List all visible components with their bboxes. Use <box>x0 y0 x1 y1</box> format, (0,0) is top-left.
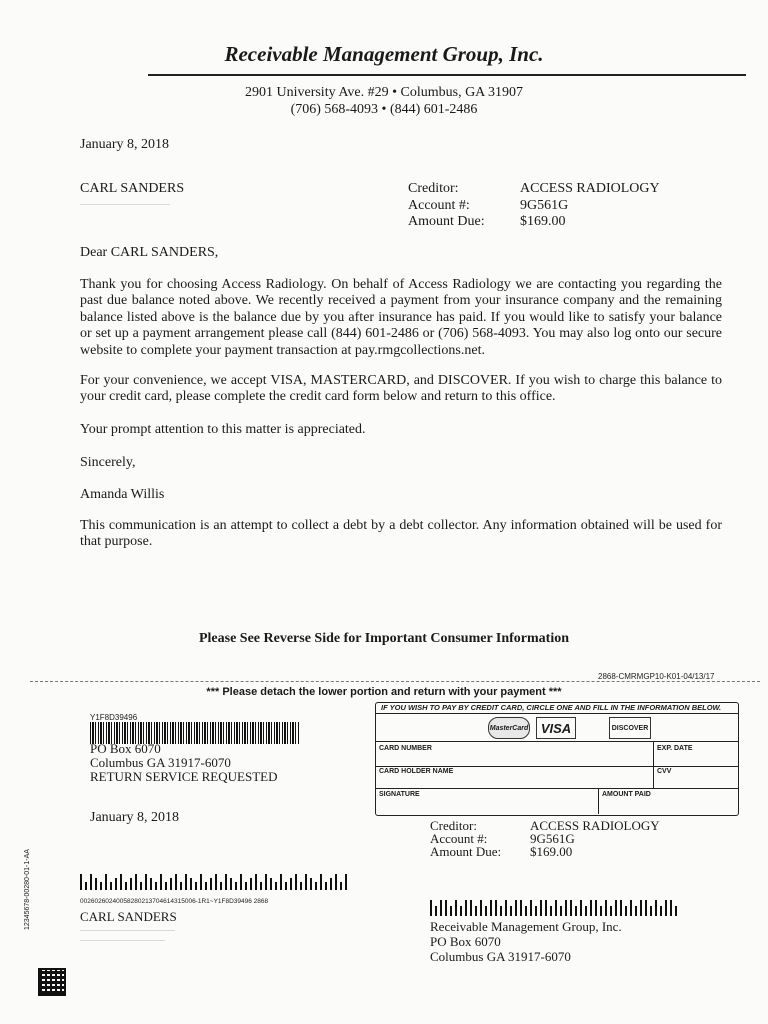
remit-address <box>430 919 622 964</box>
address-line-2: (706) 568-4093 • (844) 601-2486 <box>290 102 478 117</box>
cvv-label: CVV <box>657 768 672 775</box>
return-line-3: RETURN SERVICE REQUESTED <box>90 769 278 784</box>
postal-barcode-right <box>430 900 677 916</box>
coupon-date: January 8, 2018 <box>90 810 180 825</box>
letter-recipient: CARL SANDERS <box>80 181 185 196</box>
exp-divider <box>653 742 654 766</box>
coupon-recipient: CARL SANDERS <box>80 909 177 924</box>
letterhead-rule <box>148 74 746 76</box>
account-value: 9G561G <box>520 197 569 213</box>
card-holder-row <box>376 765 738 789</box>
amount-value: $169.00 <box>520 214 566 229</box>
paragraph-1: Thank you for choosing Access Radiology. On behalf of Access Radiology we are contacting you regarding the past due balance noted above. We recently received a payment from your insurance company and the remaining balance listed above is the balance due by you after insurance has paid. If you would like to satisfy your balance or set up a payment arrangement please call (844) 601-2486 or (706) 568-4093. You may also log onto our secure website to complete your payment transaction at pay.rmgcollections.net. <box>80 277 722 358</box>
credit-card-form <box>375 702 739 816</box>
signature-row <box>376 788 738 814</box>
company-name: Receivable Management Group, Inc. <box>224 42 544 66</box>
account-label: Account #: <box>408 197 470 213</box>
coupon-creditor-value: ACCESS RADIOLOGY <box>530 818 660 833</box>
creditor-label: Creditor: <box>408 181 459 196</box>
barcode-id: Y1F8D39496 <box>90 713 138 722</box>
address-line-1: 2901 University Ave. #29 • Columbus, GA 31907 <box>244 85 524 100</box>
coupon-account-label: Account #: <box>430 831 488 846</box>
remit-line-1: PO Box 6070 <box>430 934 501 949</box>
coupon-summary-labels <box>430 819 501 858</box>
remit-name: Receivable Management Group, Inc. <box>430 919 622 934</box>
disclaimer: This communication is an attempt to collect a debt by a debt collector. Any information obtained will be used for that purpose. <box>80 518 722 550</box>
card-form-header: IF YOU WISH TO PAY BY CREDIT CARD, CIRCLE ONE AND FILL IN THE INFORMATION BELOW. <box>376 703 738 714</box>
account-summary-labels <box>408 181 485 231</box>
amount-paid-label: AMOUNT PAID <box>602 791 651 798</box>
mastercard-logo[interactable]: MasterCard <box>488 717 530 739</box>
side-code: 12345678-00280-01-1-AA <box>24 849 31 930</box>
reverse-side-notice: Please See Reverse Side for Important Consumer Information <box>198 631 570 646</box>
coupon-amount-label: Amount Due: <box>430 844 502 859</box>
salutation: Dear CARL SANDERS, <box>80 245 219 260</box>
postal-barcode-left <box>80 874 347 890</box>
return-address <box>90 742 277 784</box>
amount-label: Amount Due: <box>408 214 485 229</box>
creditor-value: ACCESS RADIOLOGY <box>520 181 660 196</box>
card-holder-label: CARD HOLDER NAME <box>379 768 454 775</box>
visa-logo[interactable]: VISA <box>536 717 576 739</box>
coupon-amount-value: $169.00 <box>530 844 573 859</box>
card-number-row <box>376 741 738 767</box>
paragraph-2: For your convenience, we accept VISA, MASTERCARD, and DISCOVER. If you wish to charge this balance to your credit card, please complete the credit card form below and return to this office. <box>80 373 722 405</box>
paragraph-3: Your prompt attention to this matter is appreciated. <box>80 422 366 437</box>
coupon-creditor-label: Creditor: <box>430 818 477 833</box>
return-line-2: Columbus GA 31917-6070 <box>90 755 231 770</box>
coupon-account-value: 9G561G <box>530 831 575 846</box>
card-number-label: CARD NUMBER <box>379 745 432 752</box>
redacted-coupon-address <box>80 930 175 931</box>
return-line-1: PO Box 6070 <box>90 741 161 756</box>
cvv-divider <box>653 765 654 788</box>
exp-date-label: EXP. DATE <box>657 745 693 752</box>
discover-logo[interactable]: DISCOVER <box>609 717 651 739</box>
detach-notice: *** Please detach the lower portion and return with your payment *** <box>206 686 562 698</box>
form-code: 2868-CMRMGP10-K01-04/13/17 <box>598 672 715 681</box>
detach-line <box>30 681 760 682</box>
amount-divider <box>598 788 599 814</box>
closing: Sincerely, <box>80 455 136 470</box>
letter-date: January 8, 2018 <box>80 137 170 152</box>
redacted-coupon-address-2 <box>80 940 165 941</box>
redacted-address <box>80 204 170 205</box>
account-summary-values <box>520 181 660 231</box>
coupon-summary-values <box>530 819 660 858</box>
scan-line: 00260260240058280213704614315006-1R1~Y1F8D39496 2868 <box>80 898 269 905</box>
signer-name: Amanda Willis <box>80 487 165 502</box>
signature-label: SIGNATURE <box>379 791 420 798</box>
remit-line-2: Columbus GA 31917-6070 <box>430 949 571 964</box>
qr-code <box>38 968 66 996</box>
letterhead-address <box>0 84 768 118</box>
